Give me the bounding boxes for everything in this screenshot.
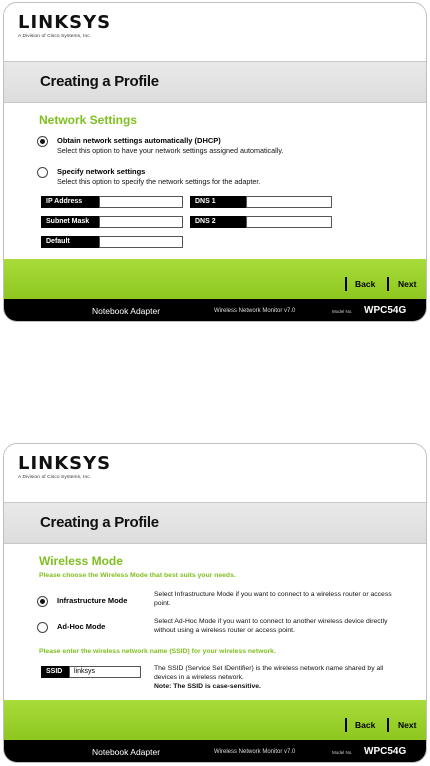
subnet-mask-label: Subnet Mask	[41, 216, 99, 228]
next-separator	[387, 718, 389, 732]
next-separator	[387, 277, 389, 291]
next-button[interactable]: Next	[398, 279, 417, 289]
adhoc-description: Select Ad-Hoc Mode if you want to connect to another wireless device directly without using a wireless router or access point.	[154, 618, 388, 634]
ip-address-label: IP Address	[41, 196, 99, 208]
back-button[interactable]: Back	[355, 279, 376, 289]
dns2-input[interactable]	[246, 216, 332, 228]
back-separator	[345, 718, 347, 732]
infrastructure-description: Select Infrastructure Mode if you want to connect to a wireless router or access point.	[154, 591, 392, 607]
infrastructure-radio[interactable]	[37, 596, 48, 607]
specify-label: Specify network settings	[57, 167, 146, 176]
back-separator	[345, 277, 347, 291]
next-button[interactable]: Next	[398, 720, 417, 730]
navigation-band	[4, 259, 426, 299]
page-title: Creating a Profile	[40, 73, 159, 90]
footer-model-no-label: Model No.	[332, 750, 353, 755]
infrastructure-label: Infrastructure Mode	[57, 596, 128, 605]
ssid-description-text: The SSID (Service Set IDentifier) is the wireless network name shared by all devices in a wireless network.	[154, 665, 384, 681]
content-area	[4, 544, 426, 700]
ssid-label: SSID	[41, 666, 69, 678]
footer-model: WPC54G	[364, 305, 407, 316]
ssid-input[interactable]: linksys	[69, 666, 141, 678]
dhcp-description: Select this option to have your network settings assigned automatically.	[57, 146, 284, 155]
footer	[4, 299, 426, 322]
section-title: Network Settings	[39, 113, 138, 127]
adhoc-label: Ad-Hoc Mode	[57, 622, 106, 631]
footer-monitor-version: Wireless Network Monitor v7.0	[214, 749, 296, 755]
logo-wordmark: LINKSYS	[18, 12, 112, 33]
linksys-logo	[18, 13, 111, 39]
logo-subtitle: A Division of Cisco Systems, Inc.	[18, 34, 92, 39]
network-settings-window	[3, 2, 427, 322]
specify-description: Select this option to specify the network settings for the adapter.	[57, 177, 261, 186]
ssid-instruction: Please enter the wireless network name (SSID) for your wireless network.	[39, 648, 276, 655]
footer-product: Notebook Adapter	[92, 306, 161, 316]
title-band	[4, 61, 426, 103]
header	[4, 444, 426, 502]
wireless-mode-window	[3, 443, 427, 763]
dhcp-label: Obtain network settings automatically (DHCP)	[57, 136, 221, 145]
dns2-label: DNS 2	[190, 216, 246, 228]
ssid-description	[154, 664, 394, 691]
default-gateway-input[interactable]	[99, 236, 183, 248]
mode-instruction: Please choose the Wireless Mode that best suits your needs.	[39, 572, 236, 579]
page-title: Creating a Profile	[40, 514, 159, 531]
ssid-case-note: Note: The SSID is case-sensitive.	[154, 683, 261, 690]
specify-radio[interactable]	[37, 167, 48, 178]
dns1-input[interactable]	[246, 196, 332, 208]
footer	[4, 740, 426, 763]
title-band	[4, 502, 426, 544]
dhcp-radio[interactable]	[37, 136, 48, 147]
linksys-logo	[18, 454, 111, 480]
footer-model-no-label: Model No.	[332, 309, 353, 314]
subnet-mask-input[interactable]	[99, 216, 183, 228]
footer-model: WPC54G	[364, 746, 407, 757]
footer-monitor-version: Wireless Network Monitor v7.0	[214, 308, 296, 314]
adhoc-radio[interactable]	[37, 622, 48, 633]
content-area	[4, 103, 426, 259]
section-title: Wireless Mode	[39, 554, 123, 568]
navigation-band	[4, 700, 426, 740]
default-gateway-label: Default Gateway	[41, 236, 99, 248]
logo-subtitle: A Division of Cisco Systems, Inc.	[18, 475, 92, 480]
dns1-label: DNS 1	[190, 196, 246, 208]
back-button[interactable]: Back	[355, 720, 376, 730]
footer-product: Notebook Adapter	[92, 747, 161, 757]
ip-address-input[interactable]	[99, 196, 183, 208]
logo-wordmark: LINKSYS	[18, 453, 112, 474]
header	[4, 3, 426, 61]
